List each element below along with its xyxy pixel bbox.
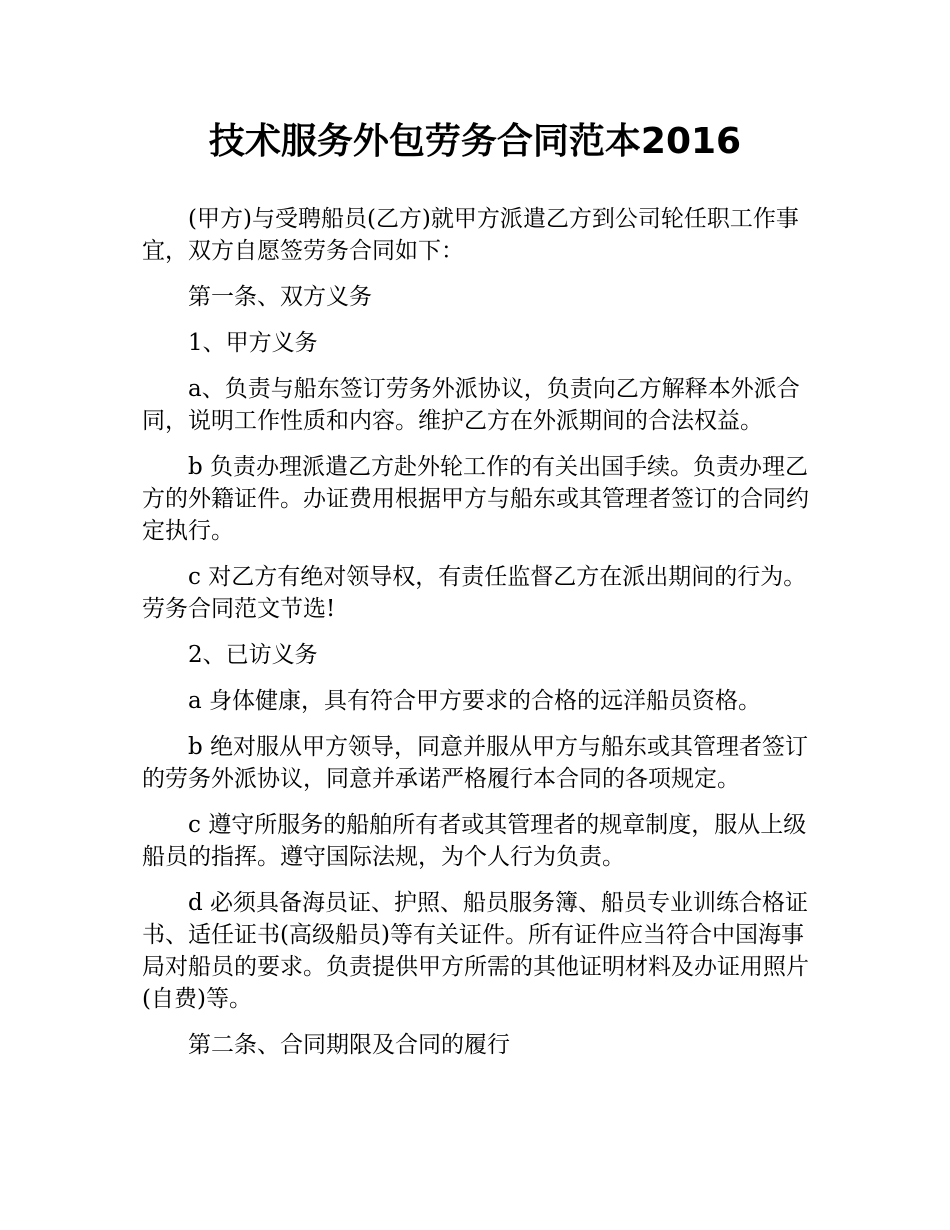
- heading-party-a-duties: 1、甲方义务: [188, 330, 318, 356]
- paragraph-intro: (甲方)与受聘船员(乙方)就甲方派遣乙方到公司轮任职工作事宜，双方自愿签劳务合同如下：: [142, 206, 799, 264]
- document-body: [142, 203, 817, 1075]
- paragraph-party-b-item-b: b 绝对服从甲方领导，同意并服从甲方与船东或其管理者签订的劳务外派协议，同意并承诺严格履行本合同的各项规定。: [142, 734, 809, 792]
- paragraph-party-b-item-d: d 必须具备海员证、护照、船员服务簿、船员专业训练合格证书、适任证书(高级船员)等有关证件。所有证件应当符合中国海事局对船员的要求。负责提供甲方所需的其他证明材料及办证用照片(自费)等。: [142, 890, 809, 1012]
- document-title: 技术服务外包劳务合同范本2016: [208, 121, 742, 162]
- paragraph-party-a-item-b: b 负责办理派遣乙方赴外轮工作的有关出国手续。负责办理乙方的外籍证件。办证费用根据甲方与船东或其管理者签订的合同约定执行。: [142, 454, 809, 544]
- paragraph-party-a-item-a: a、负责与船东签订劳务外派协议，负责向乙方解释本外派合同，说明工作性质和内容。维护乙方在外派期间的合法权益。: [142, 376, 800, 434]
- heading-article-1: 第一条、双方义务: [188, 284, 372, 310]
- paragraph-party-b-item-a: a 身体健康，具有符合甲方要求的合格的远洋船员资格。: [188, 688, 762, 714]
- heading-party-b-duties: 2、已访义务: [188, 642, 318, 668]
- paragraph-party-b-item-c: c 遵守所服务的船舶所有者或其管理者的规章制度，服从上级船员的指挥。遵守国际法规，为个人行为负责。: [142, 812, 807, 870]
- heading-article-2: 第二条、合同期限及合同的履行: [188, 1032, 510, 1058]
- paragraph-party-a-item-c: c 对乙方有绝对领导权，有责任监督乙方在派出期间的行为。劳务合同范文节选!: [142, 564, 807, 622]
